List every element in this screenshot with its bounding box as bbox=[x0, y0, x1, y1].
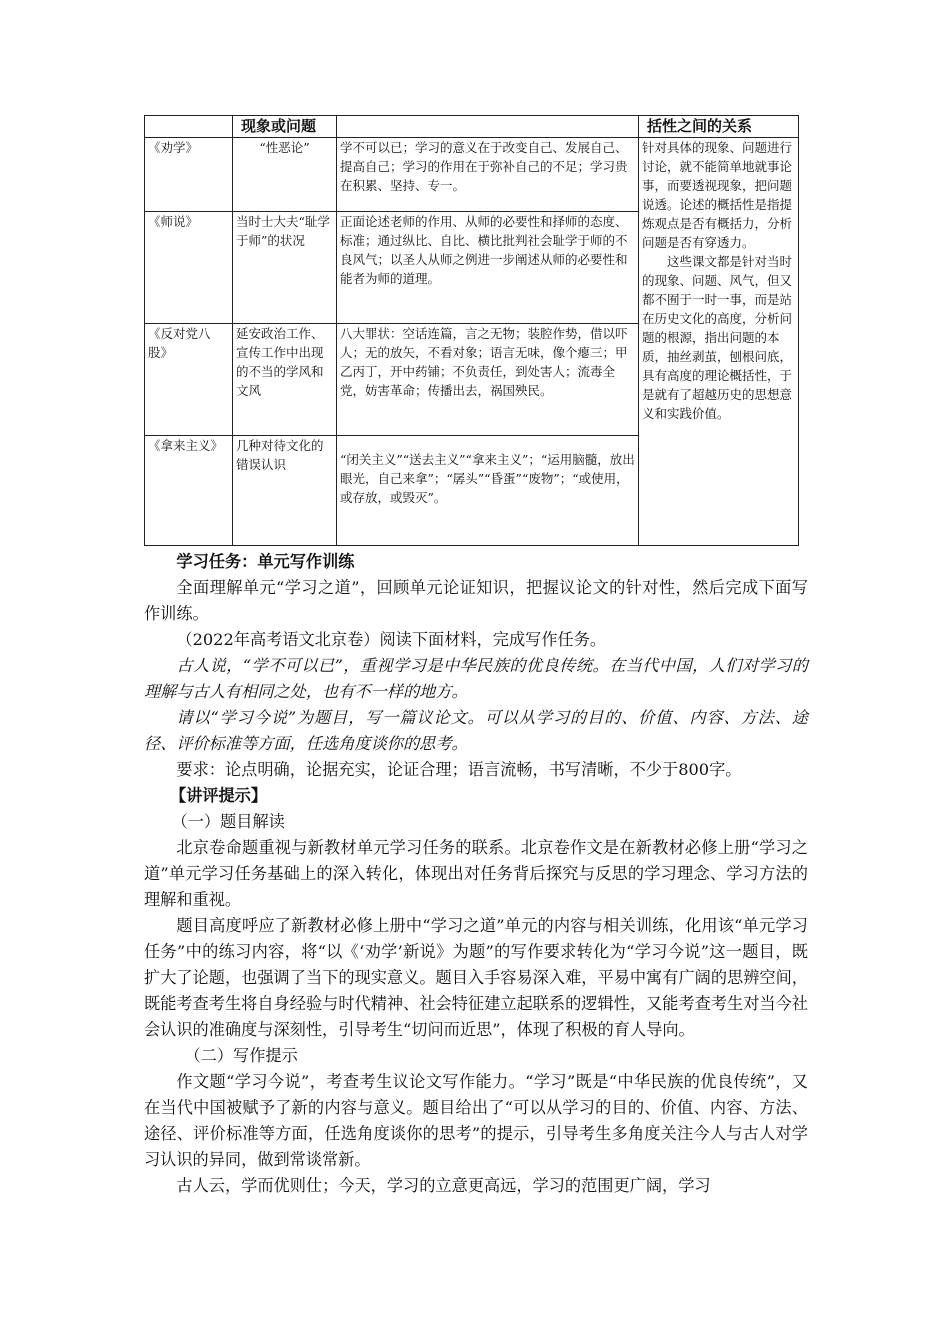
header-work bbox=[145, 116, 233, 138]
relation-paragraph: 这些课文都是针对当时的现象、问题、风气，但又都不囿于一时一事，而是站在历史文化的高度，分析问题的根源，指出问题的本质，抽丝剥茧，刨根问底，具有高度的理论概括性，于是就有了超越历史的思想意义和实践价值。 bbox=[642, 254, 793, 421]
phenomenon-cell: “性恶论” bbox=[233, 138, 337, 212]
material-paragraph: 请以“学习今说”为题目，写一篇议论文。可以从学习的目的、价值、内容、方法、途径、评价标准等方面，任选角度谈你的思考。 bbox=[144, 708, 808, 753]
work-cell: 《师说》 bbox=[145, 212, 233, 324]
work-cell: 《劝学》 bbox=[145, 138, 233, 212]
phenomenon-cell: 几种对待文化的错误认识 bbox=[233, 436, 337, 546]
section-title: （一）题目解读 bbox=[171, 812, 285, 831]
task-heading: 学习任务：单元写作训练 bbox=[176, 552, 355, 571]
content-cell: 正面论述老师的作用、从师的必要性和择师的态度、标准；通过纵比、自比、横比批判社会耻学于师的不良风气；以圣人从师之例进一步阐述从师的必要性和能者为师的道理。 bbox=[337, 212, 639, 324]
material-paragraph: 古人说，“学不可以已”，重视学习是中华民族的优良传统。在当代中国，人们对学习的理解与古人有相同之处，也有不一样的地方。 bbox=[144, 656, 808, 701]
header-phenomenon: 现象或问题 bbox=[233, 116, 337, 138]
requirement-paragraph: 要求：论点明确，论据充实，论证合理；语言流畅，书写清晰，不少于800字。 bbox=[176, 760, 742, 779]
table-header-row bbox=[145, 116, 799, 138]
content-cell: 八大罪状：空话连篇，言之无物；装腔作势，借以吓人；无的放矢，不看对象；语言无味，像个瘪三；甲乙丙丁，开中药铺；不负责任，到处害人；流毒全党，妨害革命；传播出去，祸国殃民。 bbox=[337, 324, 639, 436]
paragraph: 北京卷命题重视与新教材单元学习任务的联系。北京卷作文是在新教材必修上册“学习之道”单元学习任务基础上的深入转化，体现出对任务背后探究与反思的学习理念、学习方法的理解和重视。 bbox=[144, 838, 808, 909]
summary-table bbox=[144, 115, 799, 546]
header-relation: 括性之间的关系 bbox=[639, 116, 799, 138]
intro-paragraph: 全面理解单元“学习之道”，回顾单元论证知识，把握议论文的针对性，然后完成下面写作训练。 bbox=[144, 578, 808, 623]
body-text bbox=[144, 549, 808, 1199]
relation-cell bbox=[639, 138, 799, 546]
work-cell: 《反对党八股》 bbox=[145, 324, 233, 436]
table-row bbox=[145, 138, 799, 212]
content-cell: 学不可以已；学习的意义在于改变自己、发展自己、提高自己；学习的作用在于弥补自己的不足；学习贵在积累、坚持、专一。 bbox=[337, 138, 639, 212]
paragraph: 作文题“学习今说”，考查考生议论文写作能力。“学习”既是“中华民族的优良传统”，又在当代中国被赋予了新的内容与意义。题目给出了“可以从学习的目的、价值、内容、方法、途径、评价标准等方面，任选角度谈你的思考”的提示，引导考生多角度关注今人与古人对学习认识的异同，做到常谈常新。 bbox=[144, 1072, 808, 1169]
paragraph: 题目高度呼应了新教材必修上册中“学习之道”单元的内容与相关训练，化用该“单元学习任务”中的练习内容，将“以《‘劝学’新说》为题”的写作要求转化为“学习今说”这一题目，既扩大了论题，也强调了当下的现实意义。题目入手容易深入难，平易中寓有广阔的思辨空间，既能考查考生将自身经验与时代精神、社会特征建立起联系的逻辑性，又能考查考生对当今社会认识的准确度与深刻性，引导考生“切问而近思”，体现了积极的育人导向。 bbox=[144, 916, 808, 1039]
paragraph: 古人云，学而优则仕；今天，学习的立意更高远，学习的范围更广阔，学习 bbox=[176, 1176, 711, 1195]
content-cell: “闭关主义”“送去主义”“拿来主义”；“运用脑髓，放出眼光，自己来拿”；“孱头”“昏蛋”“废物”；“或使用，或存放，或毁灭”。 bbox=[337, 436, 639, 546]
relation-paragraph: 针对具体的现象、问题进行讨论，就不能简单地就事论事，而要透视现象，把问题说透。论述的概括性是指提炼观点是否有概括力，分析问题是否有穿透力。 bbox=[642, 140, 793, 250]
phenomenon-cell: 当时士大夫“耻学于师”的状况 bbox=[233, 212, 337, 324]
work-cell: 《拿来主义》 bbox=[145, 436, 233, 546]
phenomenon-cell: 延安政治工作、宣传工作中出现的不当的学风和文风 bbox=[233, 324, 337, 436]
source-paragraph: （2022年高考语文北京卷）阅读下面材料，完成写作任务。 bbox=[176, 630, 607, 649]
header-content bbox=[337, 116, 639, 138]
comment-heading: 【讲评提示】 bbox=[169, 786, 268, 805]
section-title: （二）写作提示 bbox=[184, 1046, 298, 1065]
